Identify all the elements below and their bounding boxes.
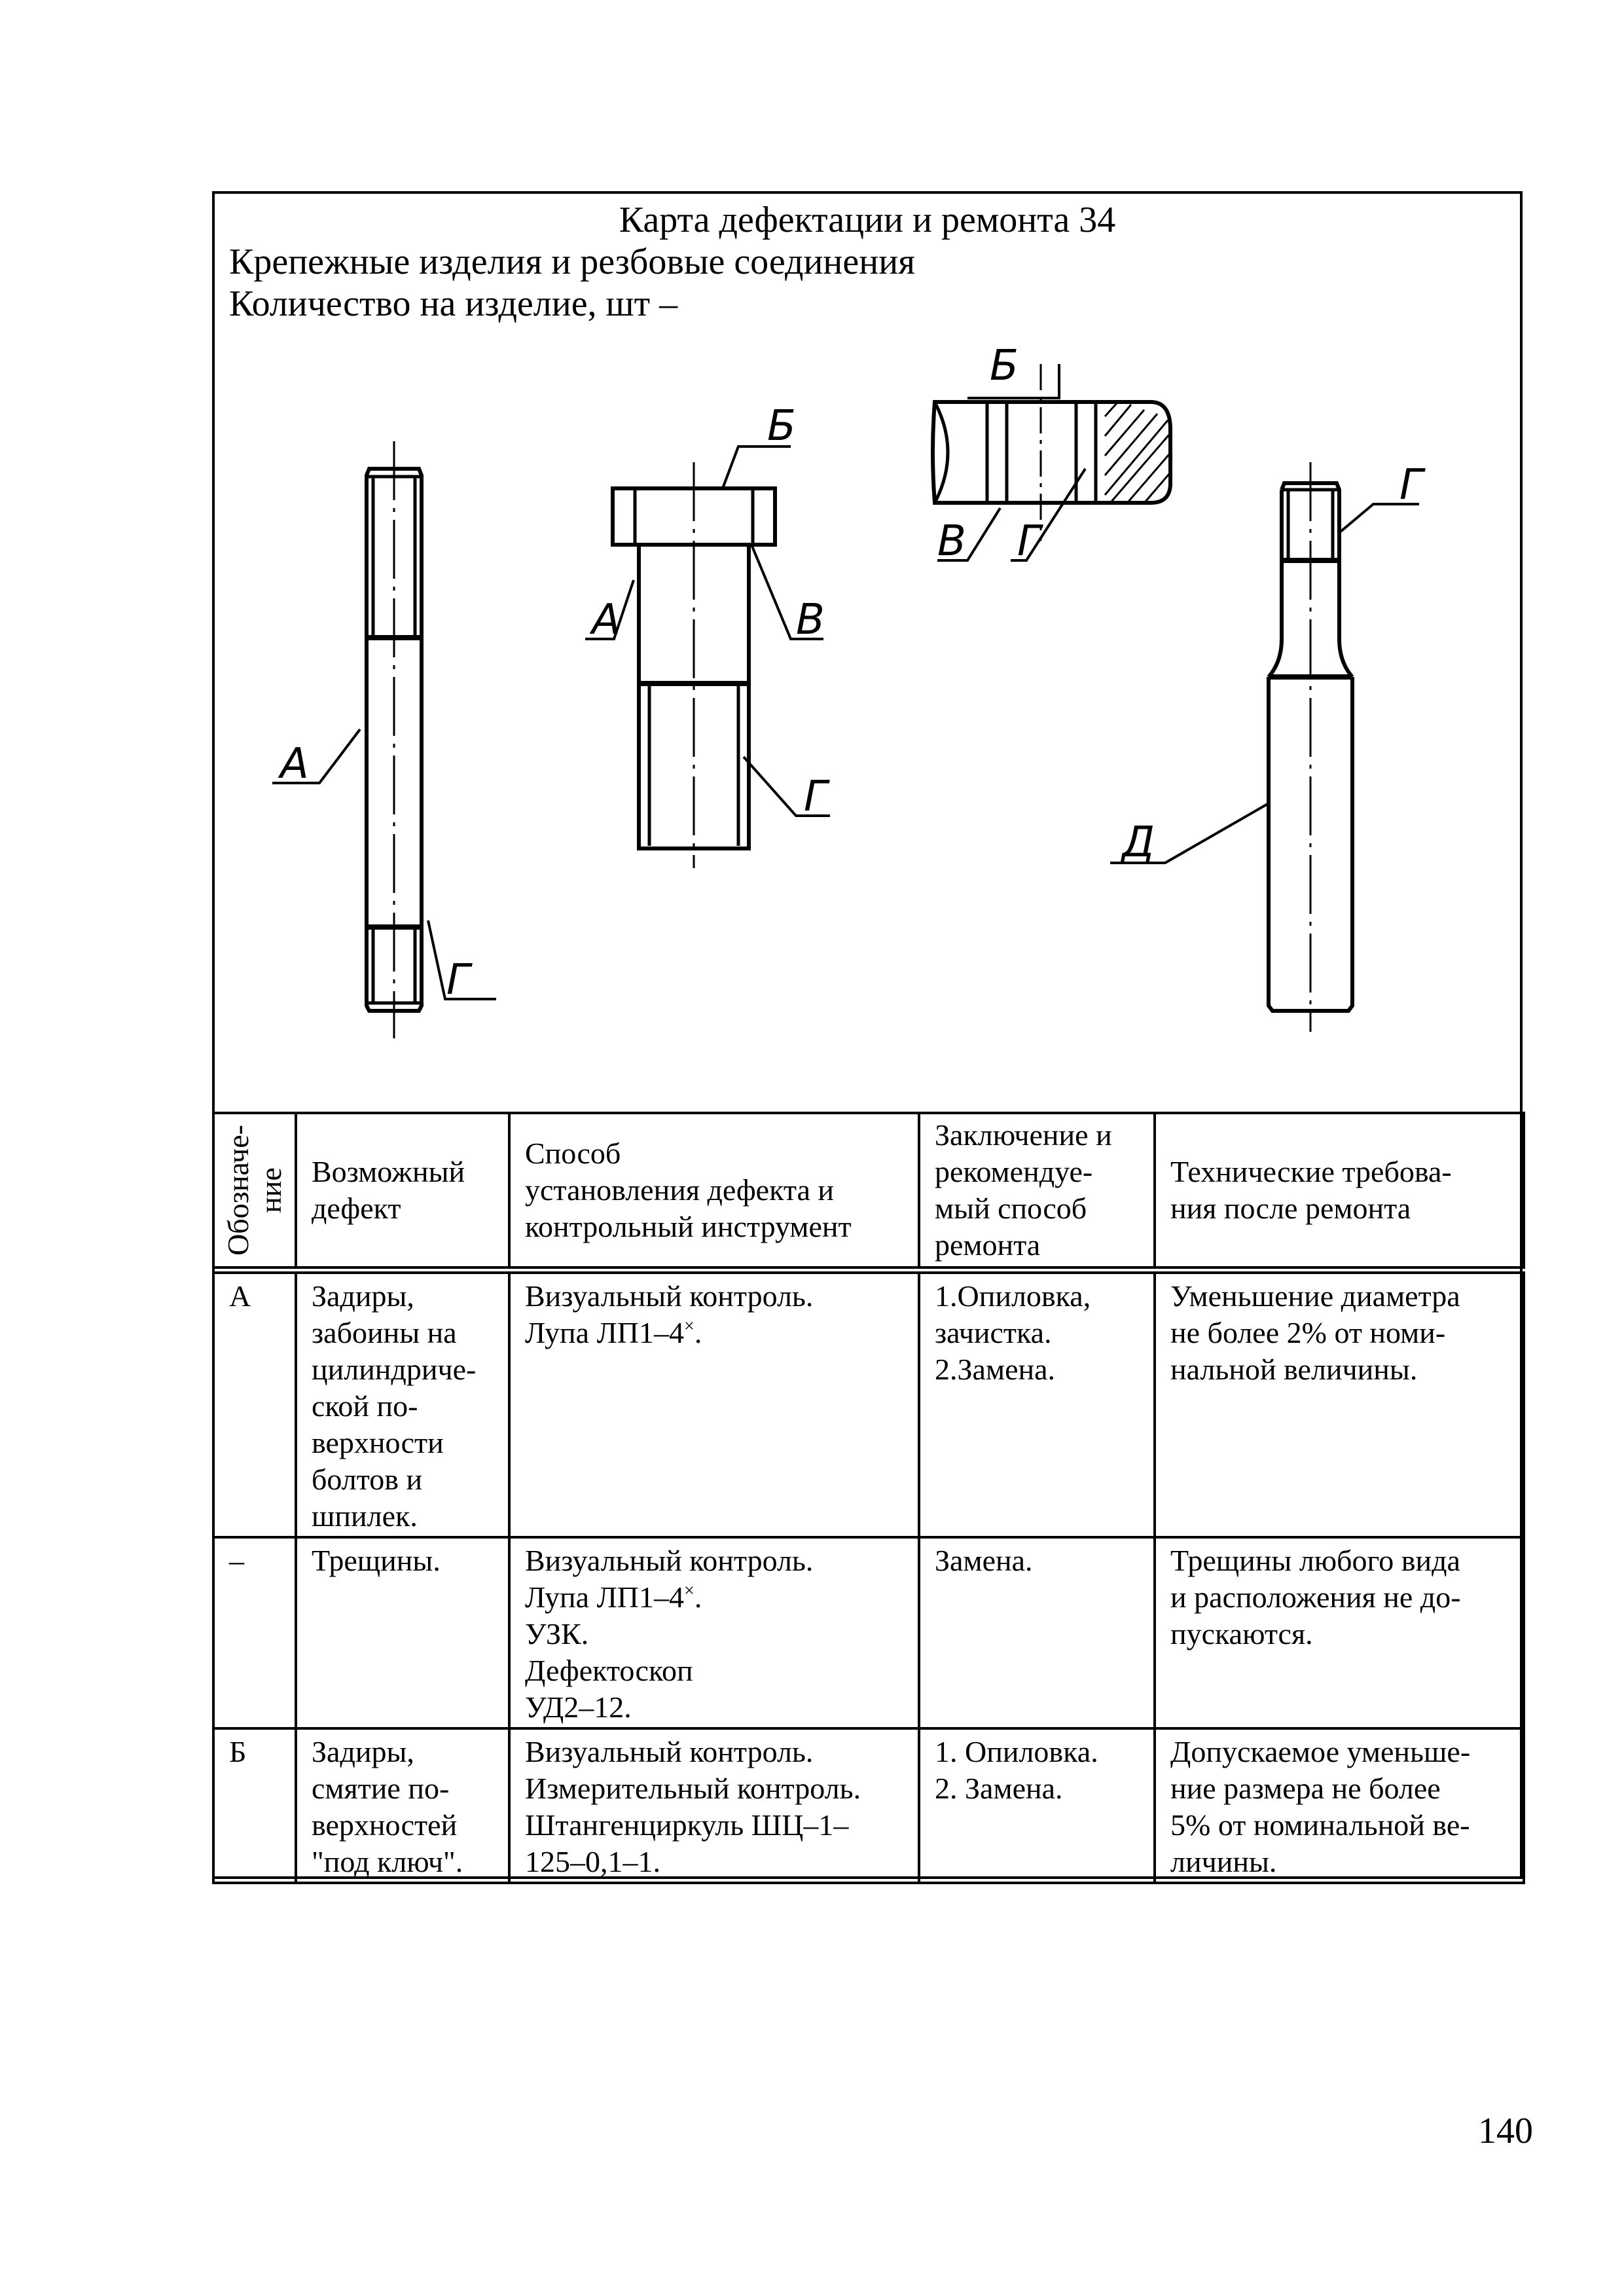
cell-requirements: Трещины любого вида и расположения не до- пускаются.	[1155, 1537, 1524, 1728]
bolt-drawing	[613, 462, 775, 868]
defects-table	[212, 1112, 1525, 1884]
header-conclusion: Заключение и рекомендуе- мый способ ремонта	[919, 1113, 1155, 1270]
header-defect: Возможный дефект	[296, 1113, 509, 1270]
label-A-bolt: А	[592, 596, 621, 644]
cell-defect: Задиры, смятие по- верхностей "под ключ".	[296, 1728, 509, 1883]
cell-conclusion: Замена.	[919, 1537, 1155, 1728]
cell-defect: Трещины.	[296, 1537, 509, 1728]
label-G-nut: Г	[1017, 517, 1041, 566]
stud-right-drawing	[1269, 462, 1352, 1032]
cell-requirements: Допускаемое уменьше- ние размера не более 5% от номинальной ве- личины.	[1155, 1728, 1524, 1883]
label-G-bolt: Г	[804, 773, 827, 821]
quantity-label: Количество на изделие, шт –	[229, 283, 678, 324]
nut-drawing	[933, 364, 1170, 541]
defect-repair-card	[212, 191, 1523, 1879]
header-designation: Обозначе- ние	[213, 1113, 296, 1270]
cell-designation: А	[213, 1270, 296, 1537]
card-header	[215, 194, 1520, 1110]
table-row	[213, 1270, 1524, 1537]
cell-conclusion: 1.Опиловка, зачистка. 2.Замена.	[919, 1270, 1155, 1537]
label-D-stud-right: Д	[1122, 818, 1155, 867]
cell-defect: Задиры, забоины на цилиндриче- ской по- верхности болтов и шпилек.	[296, 1270, 509, 1537]
table-header-row	[213, 1113, 1524, 1270]
label-V-bolt: В	[796, 596, 825, 644]
cell-method: Визуальный контроль. Лупа ЛП1–4×. УЗК. Дефектоскоп УД2–12.	[509, 1537, 919, 1728]
label-B-bolt: Б	[767, 402, 796, 450]
cell-conclusion: 1. Опиловка. 2. Замена.	[919, 1728, 1155, 1883]
stud-left-drawing	[367, 441, 422, 1038]
card-subtitle: Крепежные изделия и резбовые соединения	[229, 242, 915, 282]
cell-designation: –	[213, 1537, 296, 1728]
cell-method: Визуальный контроль. Измерительный контроль. Штангенциркуль ШЦ–1– 125–0,1–1.	[509, 1728, 919, 1883]
header-requirements: Технические требова- ния после ремонта	[1155, 1113, 1524, 1270]
card-title: Карта дефектации и ремонта 34	[619, 200, 1116, 240]
label-A-stud-left: А	[280, 740, 309, 788]
cell-method: Визуальный контроль. Лупа ЛП1–4×.	[509, 1270, 919, 1537]
table-row	[213, 1537, 1524, 1728]
cell-designation: Б	[213, 1728, 296, 1883]
label-V-nut: В	[937, 517, 966, 566]
cell-requirements: Уменьшение диаметра не более 2% от номи- нальной величины.	[1155, 1270, 1524, 1537]
table-row	[213, 1728, 1524, 1883]
label-G-stud-left: Г	[446, 956, 470, 1004]
header-method: Способ установления дефекта и контрольный инструмент	[509, 1113, 919, 1270]
label-G-stud-right: Г	[1399, 461, 1423, 509]
fasteners-drawing	[215, 194, 1520, 1110]
page-number: 140	[1478, 2111, 1533, 2151]
label-B-nut: Б	[990, 342, 1019, 390]
